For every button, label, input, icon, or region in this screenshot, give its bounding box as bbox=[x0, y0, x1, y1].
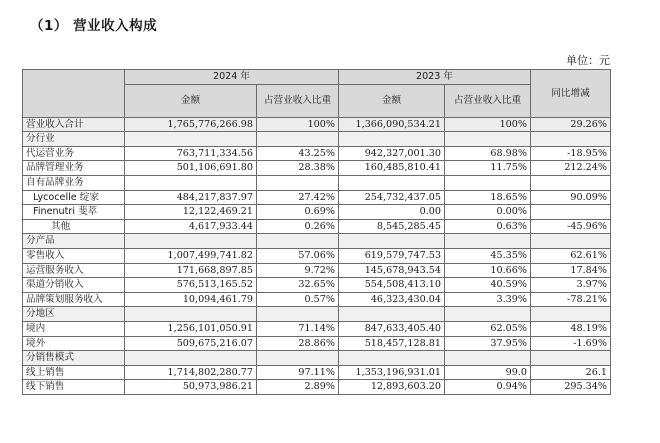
share-2024-cell: 100% bbox=[257, 117, 339, 132]
table-row bbox=[23, 292, 611, 307]
amount-2024-cell: 501,106,691.80 bbox=[125, 161, 257, 176]
row-label: 分地区 bbox=[23, 307, 125, 322]
header-share-2023: 占营业收入比重 bbox=[445, 84, 531, 117]
row-label: 营业收入合计 bbox=[23, 117, 125, 132]
amount-2023-cell bbox=[339, 175, 445, 190]
yoy-change-cell bbox=[531, 175, 611, 190]
yoy-change-cell: -18.95% bbox=[531, 146, 611, 161]
amount-2023-cell: 554,508,413.10 bbox=[339, 278, 445, 293]
share-2023-cell: 100% bbox=[445, 117, 531, 132]
yoy-change-cell: 212.24% bbox=[531, 161, 611, 176]
amount-2023-cell bbox=[339, 132, 445, 147]
table-row bbox=[23, 205, 611, 220]
table-row bbox=[23, 336, 611, 351]
yoy-change-cell bbox=[531, 351, 611, 366]
yoy-change-cell: 90.09% bbox=[531, 190, 611, 205]
amount-2023-cell: 12,893,603.20 bbox=[339, 380, 445, 395]
share-2024-cell: 32.65% bbox=[257, 278, 339, 293]
share-2023-cell: 0.63% bbox=[445, 219, 531, 234]
amount-2024-cell: 1,765,776,266.98 bbox=[125, 117, 257, 132]
share-2024-cell bbox=[257, 132, 339, 147]
yoy-change-cell bbox=[531, 234, 611, 249]
table-row bbox=[23, 278, 611, 293]
share-2023-cell: 68.98% bbox=[445, 146, 531, 161]
amount-2024-cell bbox=[125, 234, 257, 249]
amount-2024-cell: 50,973,986.21 bbox=[125, 380, 257, 395]
yoy-change-cell: 17.84% bbox=[531, 263, 611, 278]
share-2024-cell: 0.26% bbox=[257, 219, 339, 234]
watermark bbox=[495, 401, 575, 417]
share-2024-cell: 71.14% bbox=[257, 321, 339, 336]
amount-2024-cell: 10,094,461.79 bbox=[125, 292, 257, 307]
share-2024-cell bbox=[257, 351, 339, 366]
header-row-years bbox=[23, 70, 611, 85]
row-label: 境内 bbox=[23, 321, 125, 336]
table-row bbox=[23, 321, 611, 336]
row-label: 代运营业务 bbox=[23, 146, 125, 161]
share-2023-cell bbox=[445, 234, 531, 249]
table-row bbox=[23, 175, 611, 190]
share-2023-cell bbox=[445, 132, 531, 147]
amount-2023-cell: 942,327,001.30 bbox=[339, 146, 445, 161]
amount-2023-cell bbox=[339, 351, 445, 366]
share-2023-cell bbox=[445, 175, 531, 190]
row-label: 品牌管理业务 bbox=[23, 161, 125, 176]
share-2023-cell: 10.66% bbox=[445, 263, 531, 278]
share-2024-cell: 28.38% bbox=[257, 161, 339, 176]
share-2024-cell: 9.72% bbox=[257, 263, 339, 278]
header-share-2024: 占营业收入比重 bbox=[257, 84, 339, 117]
amount-2024-cell: 1,714,802,280.77 bbox=[125, 365, 257, 380]
header-blank bbox=[23, 70, 125, 118]
share-2024-cell: 28.86% bbox=[257, 336, 339, 351]
yoy-change-cell: 295.34% bbox=[531, 380, 611, 395]
page-title: （1） 营业收入构成 bbox=[30, 18, 158, 34]
row-label: 其他 bbox=[23, 219, 125, 234]
amount-2023-cell: 8,545,285.45 bbox=[339, 219, 445, 234]
share-2024-cell: 27.42% bbox=[257, 190, 339, 205]
row-label: Lycocelle 绽家 bbox=[23, 190, 125, 205]
yoy-change-cell: -45.96% bbox=[531, 219, 611, 234]
share-2024-cell: 2.89% bbox=[257, 380, 339, 395]
section-row bbox=[23, 307, 611, 322]
table-row bbox=[23, 146, 611, 161]
amount-2024-cell: 171,668,897.85 bbox=[125, 263, 257, 278]
amount-2024-cell bbox=[125, 351, 257, 366]
share-2023-cell: 0.00% bbox=[445, 205, 531, 220]
amount-2024-cell bbox=[125, 132, 257, 147]
yoy-change-cell bbox=[531, 307, 611, 322]
share-2023-cell: 37.95% bbox=[445, 336, 531, 351]
amount-2023-cell: 847,633,405.40 bbox=[339, 321, 445, 336]
table-body bbox=[23, 117, 611, 394]
share-2023-cell: 62.05% bbox=[445, 321, 531, 336]
amount-2024-cell bbox=[125, 307, 257, 322]
row-label: 分产品 bbox=[23, 234, 125, 249]
share-2023-cell: 18.65% bbox=[445, 190, 531, 205]
amount-2023-cell bbox=[339, 234, 445, 249]
amount-2023-cell bbox=[339, 307, 445, 322]
table-row bbox=[23, 380, 611, 395]
yoy-change-cell: 26.1 bbox=[531, 365, 611, 380]
amount-2023-cell: 0.00 bbox=[339, 205, 445, 220]
row-label: 线上销售 bbox=[23, 365, 125, 380]
amount-2024-cell: 576,513,165.52 bbox=[125, 278, 257, 293]
amount-2023-cell: 518,457,128.81 bbox=[339, 336, 445, 351]
table-row bbox=[23, 365, 611, 380]
header-year-2024: 2024 年 bbox=[125, 70, 339, 85]
amount-2023-cell: 254,732,437.05 bbox=[339, 190, 445, 205]
amount-2024-cell: 1,007,499,741.82 bbox=[125, 248, 257, 263]
amount-2023-cell: 619,579,747.53 bbox=[339, 248, 445, 263]
row-label: 分销售模式 bbox=[23, 351, 125, 366]
amount-2024-cell: 1,256,101,050.91 bbox=[125, 321, 257, 336]
total-row bbox=[23, 117, 611, 132]
row-label: 境外 bbox=[23, 336, 125, 351]
amount-2024-cell: 763,711,334.56 bbox=[125, 146, 257, 161]
yoy-change-cell: 29.26% bbox=[531, 117, 611, 132]
row-label: 运营服务收入 bbox=[23, 263, 125, 278]
share-2024-cell: 0.57% bbox=[257, 292, 339, 307]
row-label: 分行业 bbox=[23, 132, 125, 147]
share-2023-cell: 99.0 bbox=[445, 365, 531, 380]
amount-2023-cell: 1,366,090,534.21 bbox=[339, 117, 445, 132]
amount-2023-cell: 145,678,943.54 bbox=[339, 263, 445, 278]
section-row bbox=[23, 132, 611, 147]
share-2023-cell bbox=[445, 351, 531, 366]
table-row bbox=[23, 263, 611, 278]
table-row bbox=[23, 248, 611, 263]
yoy-change-cell: -78.21% bbox=[531, 292, 611, 307]
yoy-change-cell: 48.19% bbox=[531, 321, 611, 336]
yoy-change-cell bbox=[531, 132, 611, 147]
share-2023-cell: 0.94% bbox=[445, 380, 531, 395]
share-2024-cell: 43.25% bbox=[257, 146, 339, 161]
row-label: 渠道分销收入 bbox=[23, 278, 125, 293]
amount-2023-cell: 1,353,196,931.01 bbox=[339, 365, 445, 380]
row-label: 线下销售 bbox=[23, 380, 125, 395]
header-yoy: 同比增减 bbox=[531, 70, 611, 118]
yoy-change-cell: 62.61% bbox=[531, 248, 611, 263]
share-2024-cell: 0.69% bbox=[257, 205, 339, 220]
amount-2023-cell: 46,323,430.04 bbox=[339, 292, 445, 307]
share-2024-cell: 97.11% bbox=[257, 365, 339, 380]
share-2023-cell: 11.75% bbox=[445, 161, 531, 176]
table-row bbox=[23, 190, 611, 205]
table-row bbox=[23, 219, 611, 234]
amount-2024-cell: 12,122,469.21 bbox=[125, 205, 257, 220]
header-amount-2024: 金额 bbox=[125, 84, 257, 117]
row-label: Finenutri 斐萃 bbox=[23, 205, 125, 220]
revenue-table bbox=[22, 69, 611, 395]
section-row bbox=[23, 234, 611, 249]
share-2023-cell bbox=[445, 307, 531, 322]
yoy-change-cell: -1.69% bbox=[531, 336, 611, 351]
amount-2024-cell: 509,675,216.07 bbox=[125, 336, 257, 351]
unit-note: 单位：元 bbox=[566, 54, 610, 67]
row-label: 自有品牌业务 bbox=[23, 175, 125, 190]
share-2024-cell bbox=[257, 307, 339, 322]
yoy-change-cell: 3.97% bbox=[531, 278, 611, 293]
header-year-2023: 2023 年 bbox=[339, 70, 531, 85]
share-2023-cell: 45.35% bbox=[445, 248, 531, 263]
share-2023-cell: 3.39% bbox=[445, 292, 531, 307]
amount-2023-cell: 160,485,810.41 bbox=[339, 161, 445, 176]
share-2024-cell bbox=[257, 234, 339, 249]
share-2024-cell bbox=[257, 175, 339, 190]
share-2024-cell: 57.06% bbox=[257, 248, 339, 263]
amount-2024-cell: 484,217,837.97 bbox=[125, 190, 257, 205]
section-row bbox=[23, 351, 611, 366]
row-label: 品牌策划服务收入 bbox=[23, 292, 125, 307]
table-row bbox=[23, 161, 611, 176]
amount-2024-cell bbox=[125, 175, 257, 190]
share-2023-cell: 40.59% bbox=[445, 278, 531, 293]
amount-2024-cell: 4,617,933.44 bbox=[125, 219, 257, 234]
yoy-change-cell bbox=[531, 205, 611, 220]
header-amount-2023: 金额 bbox=[339, 84, 445, 117]
row-label: 零售收入 bbox=[23, 248, 125, 263]
